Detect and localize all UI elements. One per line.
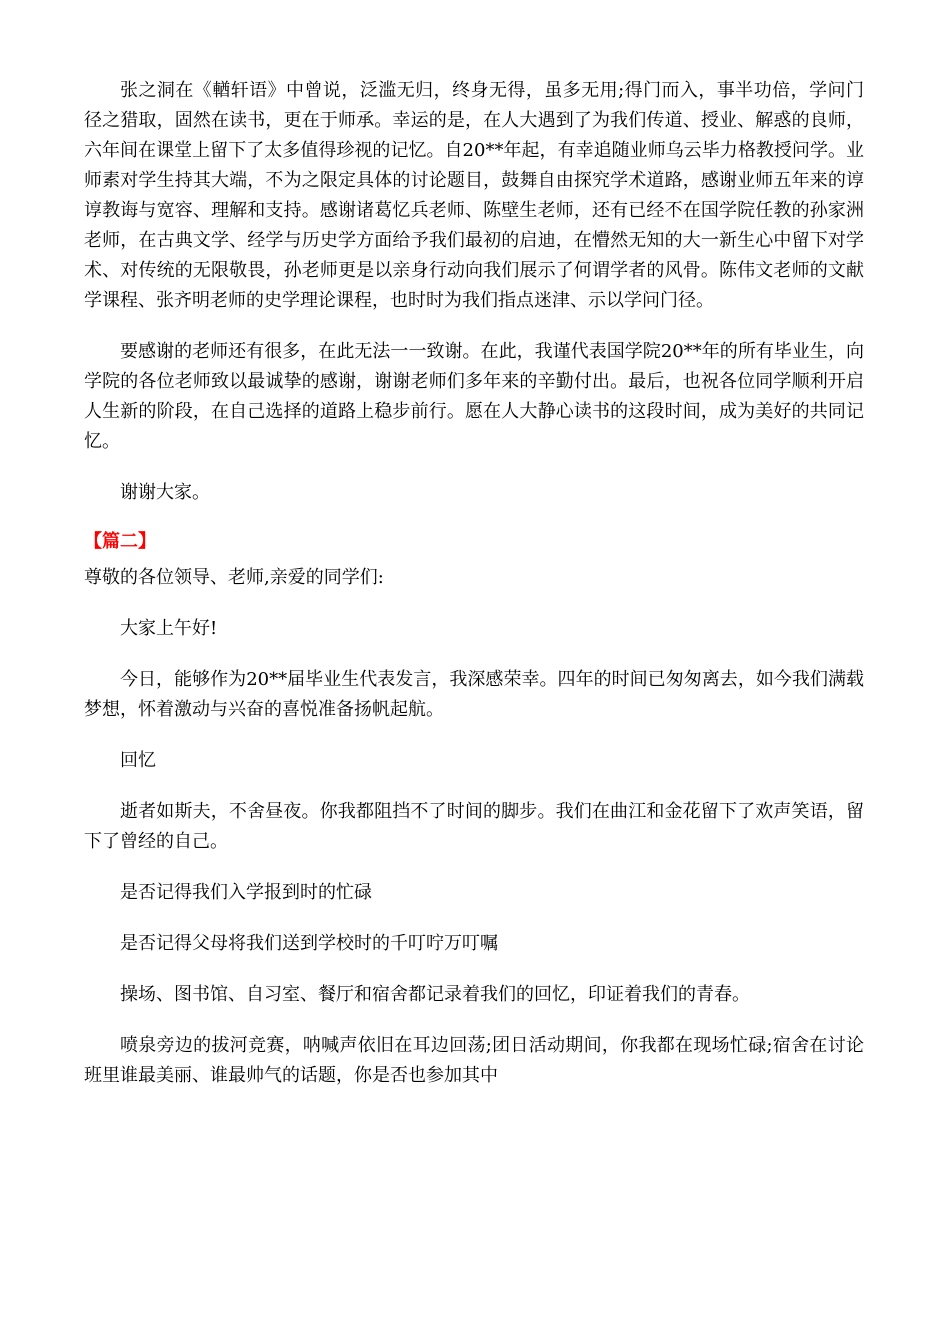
paragraph-greeting: 大家上午好! <box>120 618 218 639</box>
paragraph-remember-parents: 是否记得父母将我们送到学校时的千叮咛万叮嘱 <box>120 933 498 954</box>
paragraph-activities: 喷泉旁边的拔河竞赛，呐喊声依旧在耳边回荡;团日活动期间，你我都在现场忙碌;宿舍在讨论班里谁最美丽、谁最帅气的话题，你是否也参加其中 <box>84 1035 864 1086</box>
paragraph-campus-memories: 操场、图书馆、自习室、餐厅和宿舍都记录着我们的回忆，印证着我们的青春。 <box>120 984 750 1005</box>
paragraph-closing-thanks: 要感谢的老师还有很多，在此无法一一致谢。在此，我谨代表国学院20**年的所有毕业生，向学院的各位老师致以最诚挚的感谢，谢谢老师们多年来的辛勤付出。最后，也祝各位同学顺利开启人生新的阶段，在自己选择的道路上稳步前行。愿在人大静心读书的这段时间，成为美好的共同记忆。 <box>84 341 864 452</box>
paragraph-subheading-memory: 回忆 <box>120 750 156 771</box>
paragraph-honored: 今日，能够作为20**届毕业生代表发言，我深感荣幸。四年的时间已匆匆离去，如今我们满载梦想，怀着激动与兴奋的喜悦准备扬帆起航。 <box>84 669 864 720</box>
paragraph-teachers-gratitude: 张之洞在《輶轩语》中曾说，泛滥无归，终身无得，虽多无用;得门而入，事半功倍，学问门径之猎取，固然在读书，更在于师承。幸运的是，在人大遇到了为我们传道、授业、解惑的良师，六年间在课堂上留下了太多值得珍视的记忆。自20**年起，有幸追随业师乌云毕力格教授问学。业师素对学生持其大端，不为之限定具体的讨论题目，鼓舞自由探究学术道路，感谢业师五年来的谆谆教诲与宽容、理解和支持。感谢诸葛忆兵老师、陈壁生老师，还有已经不在国学院任教的孙家洲老师，在古典文学、经学与历史学方面给予我们最初的启迪，在懵然无知的大一新生心中留下对学术、对传统的无限敬畏，孙老师更是以亲身行动向我们展示了何谓学者的风骨。陈伟文老师的文献学课程、张齐明老师的史学理论课程，也时时为我们指点迷津、示以学问门径。 <box>84 80 864 311</box>
section-heading-part-two: 【篇二】 <box>84 531 156 552</box>
paragraph-thank-you-all: 谢谢大家。 <box>120 482 210 503</box>
paragraph-time-passes: 逝者如斯夫，不舍昼夜。你我都阻挡不了时间的脚步。我们在曲江和金花留下了欢声笑语，留下了曾经的自己。 <box>84 801 864 852</box>
document-body <box>84 76 864 1112</box>
paragraph-remember-enrollment: 是否记得我们入学报到时的忙碌 <box>120 882 372 903</box>
salutation: 尊敬的各位领导、老师,亲爱的同学们: <box>84 567 384 588</box>
